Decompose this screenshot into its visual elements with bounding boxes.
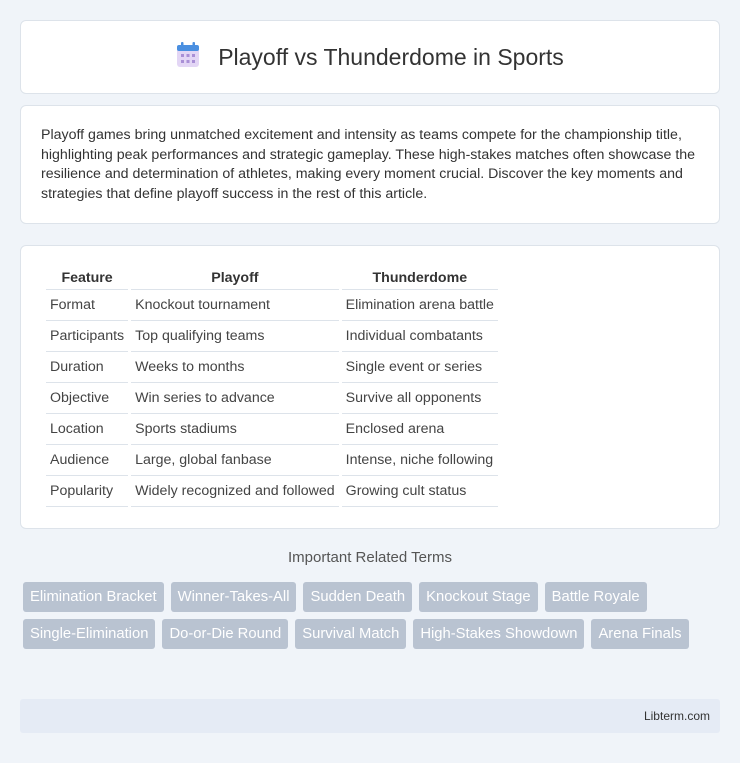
related-term-tag[interactable]: High-Stakes Showdown [413,619,584,649]
cell-feature: Audience [46,445,128,476]
comparison-table [43,266,501,507]
cell-playoff: Top qualifying teams [131,321,339,352]
related-term-tag[interactable]: Sudden Death [303,582,412,612]
header-playoff: Playoff [131,266,339,290]
table-row [46,414,498,445]
cell-playoff: Sports stadiums [131,414,339,445]
table-header-row [46,266,498,290]
related-terms-list [23,582,713,649]
cell-feature: Objective [46,383,128,414]
intro-card [20,105,720,224]
table-row [46,383,498,414]
cell-playoff: Large, global fanbase [131,445,339,476]
cell-feature: Format [46,290,128,321]
cell-playoff: Weeks to months [131,352,339,383]
related-term-tag[interactable]: Winner-Takes-All [171,582,297,612]
cell-feature: Location [46,414,128,445]
intro-text: Playoff games bring unmatched excitement and intensity as teams compete for the championship title, highlighting peak performances and strategic gameplay. These high-stakes matches often showcase the resilience and determination of athletes, making every moment crucial. Discover the key moments and strategies that define playoff success in the rest of this article. [41,127,696,202]
cell-playoff: Win series to advance [131,383,339,414]
table-row [46,321,498,352]
calendar-icon [176,42,200,73]
table-row [46,290,498,321]
header-thunderdome: Thunderdome [342,266,498,290]
cell-thunderdome: Enclosed arena [342,414,498,445]
table-row [46,352,498,383]
related-term-tag[interactable]: Arena Finals [591,619,688,649]
cell-thunderdome: Single event or series [342,352,498,383]
header [176,42,564,73]
related-term-tag[interactable]: Do-or-Die Round [162,619,288,649]
header-card [20,20,720,94]
related-term-tag[interactable]: Single-Elimination [23,619,155,649]
footer [20,699,720,733]
cell-thunderdome: Elimination arena battle [342,290,498,321]
related-term-tag[interactable]: Elimination Bracket [23,582,164,612]
cell-playoff: Knockout tournament [131,290,339,321]
cell-thunderdome: Intense, niche following [342,445,498,476]
cell-feature: Popularity [46,476,128,507]
related-term-tag[interactable]: Knockout Stage [419,582,537,612]
cell-thunderdome: Survive all opponents [342,383,498,414]
table-row [46,476,498,507]
cell-thunderdome: Growing cult status [342,476,498,507]
comparison-card [20,245,720,529]
cell-playoff: Widely recognized and followed [131,476,339,507]
cell-thunderdome: Individual combatants [342,321,498,352]
related-terms-title: Important Related Terms [288,549,452,566]
page-title: Playoff vs Thunderdome in Sports [218,43,564,70]
cell-feature: Participants [46,321,128,352]
cell-feature: Duration [46,352,128,383]
related-term-tag[interactable]: Battle Royale [545,582,647,612]
footer-brand-link[interactable]: Libterm.com [643,709,710,723]
related-term-tag[interactable]: Survival Match [295,619,406,649]
table-row [46,445,498,476]
header-feature: Feature [46,266,128,290]
